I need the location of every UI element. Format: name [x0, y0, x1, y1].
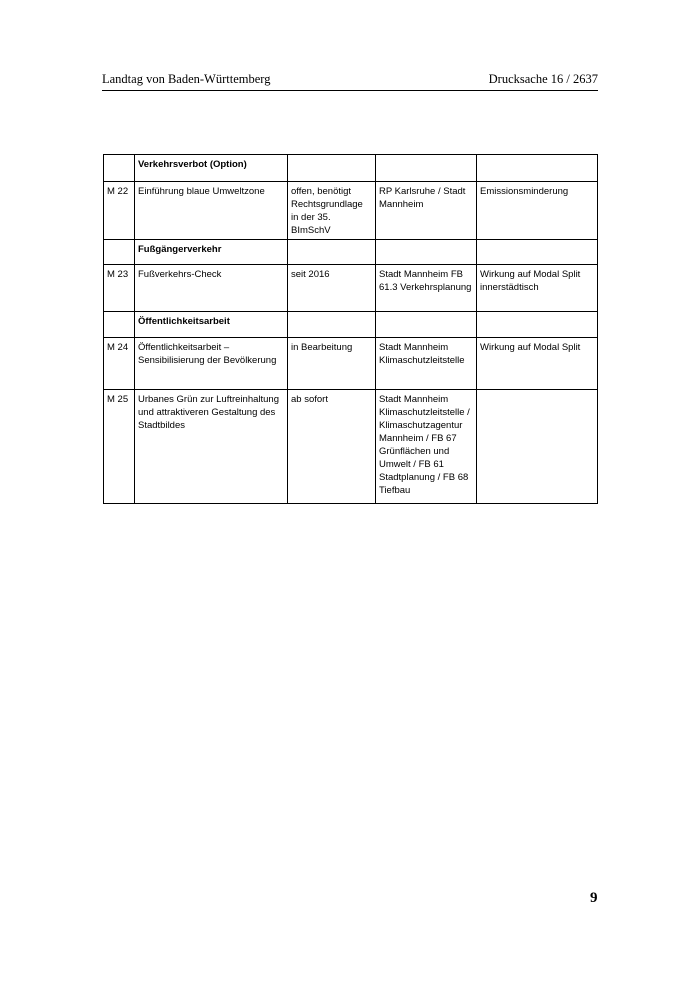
empty-cell [376, 312, 477, 338]
section-title: Verkehrsverbot (Option) [135, 155, 288, 182]
empty-cell [288, 240, 376, 265]
section-header-row [104, 155, 598, 182]
measure-id: M 25 [104, 390, 135, 504]
section-id-cell [104, 240, 135, 265]
measure-description: Urbanes Grün zur Luftreinhaltung und attraktiveren Gestaltung des Stadtbildes [135, 390, 288, 504]
measure-responsible: Stadt Mannheim FB 61.3 Verkehrsplanung [376, 265, 477, 312]
measure-description: Einführung blaue Umweltzone [135, 182, 288, 240]
measure-status: ab sofort [288, 390, 376, 504]
empty-cell [288, 312, 376, 338]
section-id-cell [104, 312, 135, 338]
measure-id: M 23 [104, 265, 135, 312]
header-left: Landtag von Baden-Württemberg [102, 72, 271, 86]
table-row [104, 338, 598, 390]
measure-effect [477, 390, 598, 504]
measure-status: seit 2016 [288, 265, 376, 312]
table-row [104, 182, 598, 240]
section-title: Öffentlichkeitsarbeit [135, 312, 288, 338]
measure-responsible: Stadt Mannheim Klimaschutzleitstelle / Klimaschutzagentur Mannheim / FB 67 Grünflächen und Umwelt / FB 61 Stadtplanung / FB 68 Tiefbau [376, 390, 477, 504]
measure-responsible: RP Karlsruhe / Stadt Mannheim [376, 182, 477, 240]
measure-description: Fußverkehrs-Check [135, 265, 288, 312]
page-number: 9 [590, 890, 598, 906]
measure-responsible: Stadt Mannheim Klimaschutzleitstelle [376, 338, 477, 390]
section-header-row [104, 240, 598, 265]
measures-table [103, 154, 598, 504]
measure-description: Öffentlichkeitsarbeit – Sensibilisierung der Bevölkerung [135, 338, 288, 390]
header-right: Drucksache 16 / 2637 [488, 72, 598, 86]
table-row [104, 265, 598, 312]
section-header-row [104, 312, 598, 338]
empty-cell [376, 240, 477, 265]
empty-cell [288, 155, 376, 182]
empty-cell [477, 155, 598, 182]
table-row [104, 390, 598, 504]
measure-effect: Wirkung auf Modal Split innerstädtisch [477, 265, 598, 312]
measure-id: M 24 [104, 338, 135, 390]
section-id-cell [104, 155, 135, 182]
measure-effect: Wirkung auf Modal Split [477, 338, 598, 390]
measure-status: in Bearbeitung [288, 338, 376, 390]
measure-id: M 22 [104, 182, 135, 240]
empty-cell [477, 312, 598, 338]
empty-cell [376, 155, 477, 182]
empty-cell [477, 240, 598, 265]
section-title: Fußgängerverkehr [135, 240, 288, 265]
page-header [102, 72, 598, 91]
measure-effect: Emissionsminderung [477, 182, 598, 240]
measure-status: offen, benötigt Rechtsgrundlage in der 35. BImSchV [288, 182, 376, 240]
